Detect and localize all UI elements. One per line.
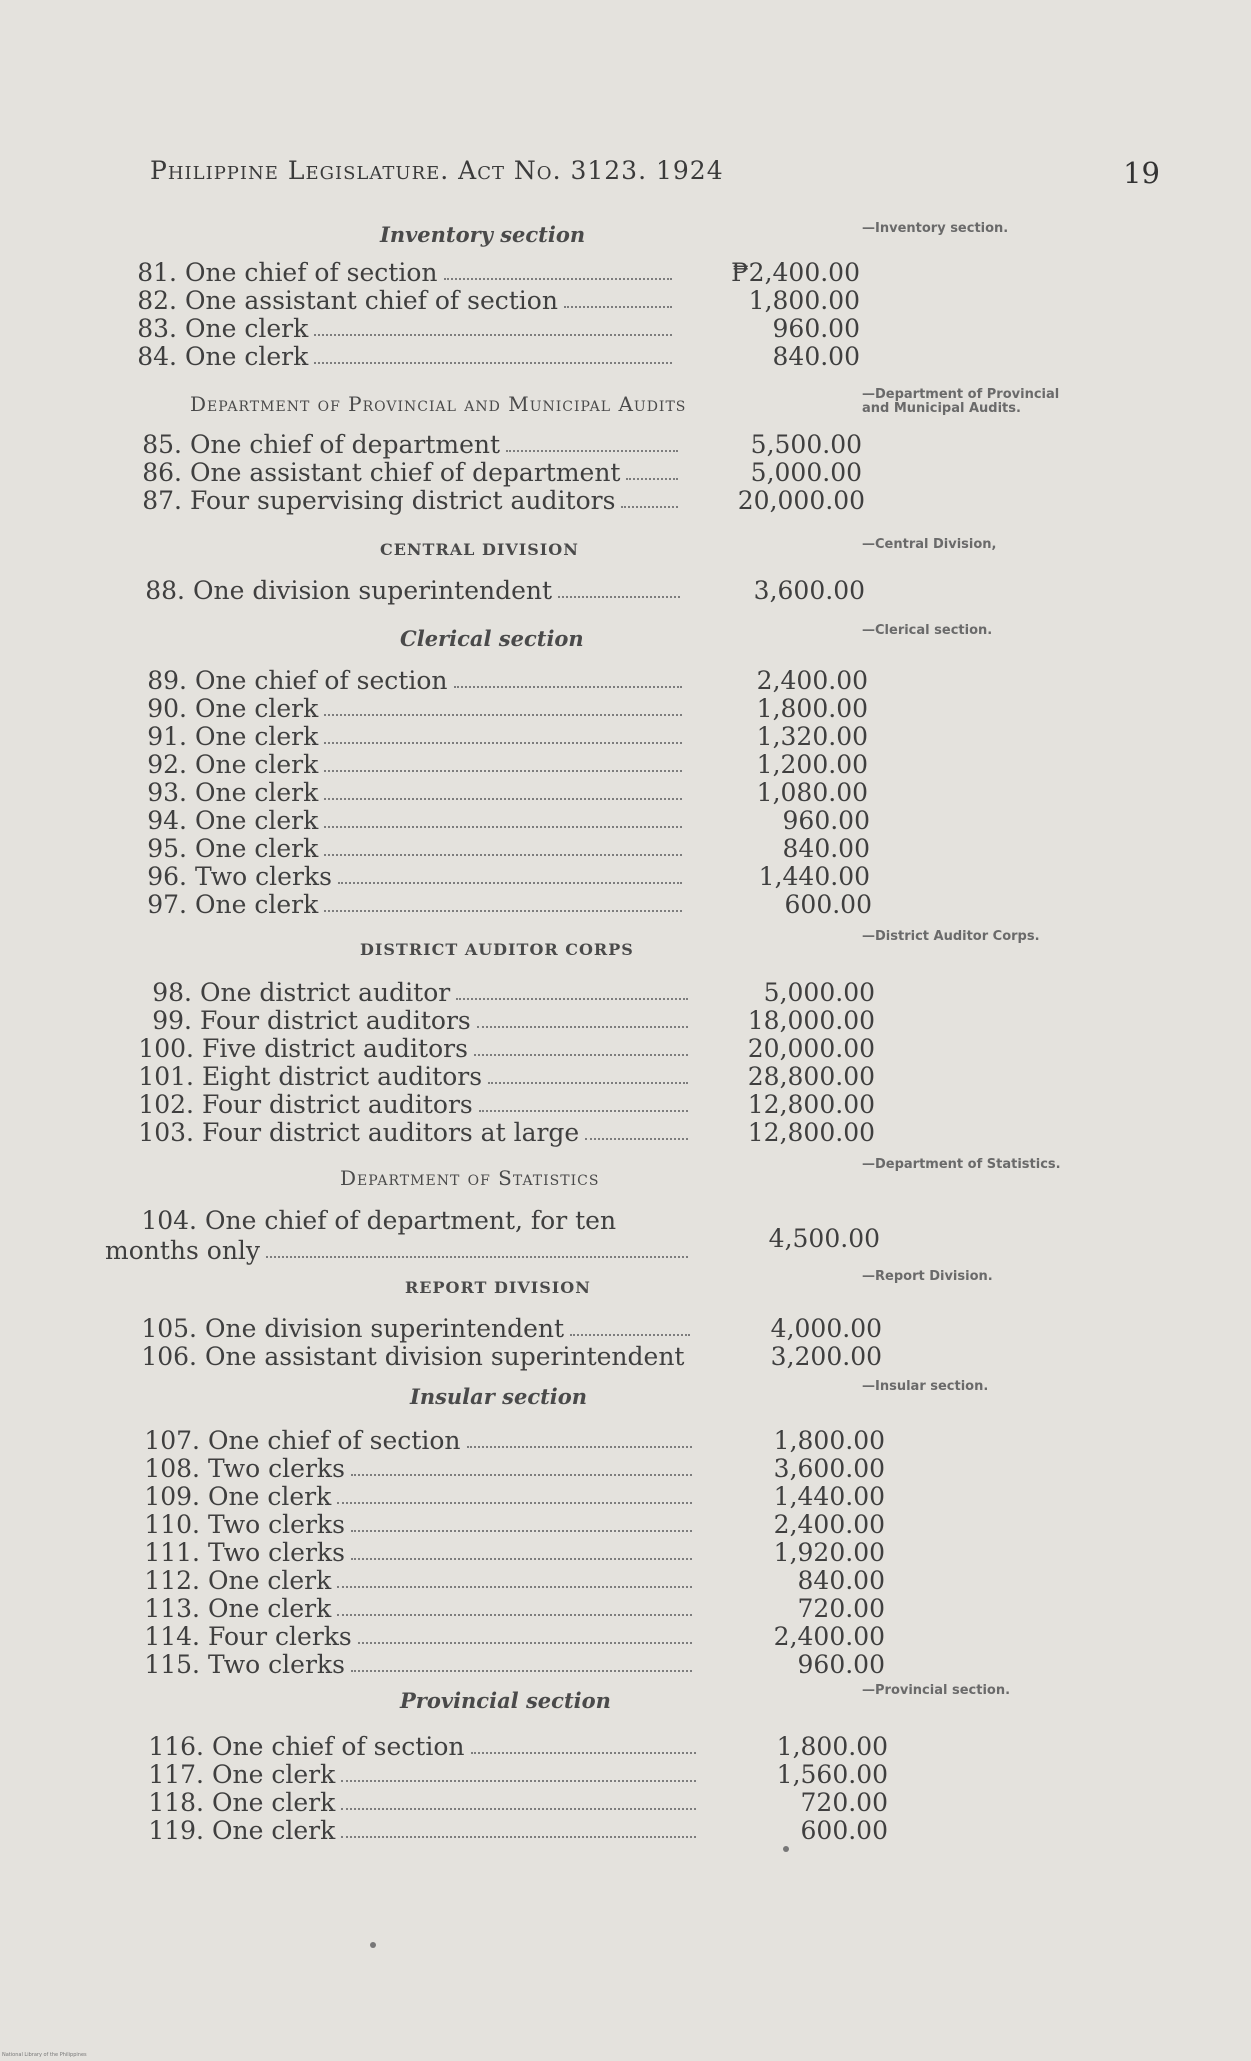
ink-speck	[370, 1942, 376, 1948]
item-amount: 18,000.00	[747, 1006, 875, 1035]
line-item	[147, 862, 870, 891]
line-item	[137, 314, 860, 343]
item-amount: 960.00	[797, 1650, 885, 1679]
line-item	[144, 1482, 885, 1511]
item-description: One clerk	[195, 806, 319, 835]
page-header	[150, 156, 1160, 196]
dot-leader	[454, 684, 682, 688]
line-item	[148, 1788, 888, 1817]
item-description: One assistant chief of department	[190, 458, 621, 487]
item-description: One clerk	[195, 750, 319, 779]
item-amount: 20,000.00	[747, 1034, 875, 1063]
item-number: 115.	[144, 1650, 200, 1679]
item-amount: 5,500.00	[750, 430, 862, 459]
item-description: One chief of section	[212, 1732, 465, 1761]
margin-note: —Provincial section.	[862, 1683, 1011, 1698]
item-description: One division superintendent	[193, 576, 553, 605]
dot-leader	[351, 1556, 692, 1560]
item-number: 83.	[137, 314, 177, 343]
ink-speck	[783, 1846, 789, 1852]
item-description: Two clerks	[208, 1538, 345, 1567]
dot-leader	[351, 1528, 692, 1532]
section-heading: CENTRAL DIVISION	[380, 540, 579, 559]
item-number: 117.	[148, 1760, 204, 1789]
dot-leader	[341, 1806, 696, 1810]
section-heading: Provincial section	[400, 1688, 611, 1713]
item-amount: 5,000.00	[763, 978, 875, 1007]
item-description: One assistant division superintendent	[205, 1342, 685, 1371]
scan-credit: National Library of the Philippines	[2, 2052, 87, 2058]
item-description: Four supervising district auditors	[190, 486, 616, 515]
item-number: 88.	[145, 576, 185, 605]
item-amount: 3,600.00	[773, 1454, 885, 1483]
line-item	[137, 342, 860, 371]
item-description: One chief of section	[185, 258, 438, 287]
dot-leader	[585, 1136, 688, 1140]
page-number: 19	[1123, 156, 1160, 190]
item-amount: 1,440.00	[758, 862, 870, 891]
line-item	[141, 1342, 882, 1371]
line-item	[148, 1816, 888, 1845]
item-amount: 960.00	[782, 806, 870, 835]
item-number: 99.	[152, 1006, 192, 1035]
item-number: 108.	[144, 1454, 200, 1483]
section-heading: Department of Provincial and Municipal Audits	[190, 392, 687, 416]
item-description: Four district auditors	[202, 1090, 473, 1119]
item-number: 101.	[138, 1062, 194, 1091]
line-item	[138, 1118, 875, 1147]
dot-leader	[324, 824, 682, 828]
item-number: 92.	[147, 750, 187, 779]
dot-leader	[479, 1108, 688, 1112]
section-heading: REPORT DIVISION	[405, 1278, 591, 1297]
item-number: 113.	[144, 1594, 200, 1623]
item-number: 91.	[147, 722, 187, 751]
dot-leader	[456, 996, 688, 1000]
line-item	[147, 694, 868, 723]
line-item	[138, 1090, 875, 1119]
margin-note: —Report Division.	[862, 1269, 993, 1284]
item-number: 95.	[147, 834, 187, 863]
item-number: 85.	[142, 430, 182, 459]
line-item	[148, 1732, 888, 1761]
dot-leader	[337, 1584, 692, 1588]
line-item	[147, 778, 868, 807]
item-amount: 3,600.00	[753, 576, 865, 605]
item-number: 116.	[148, 1732, 204, 1761]
item-amount: 1,800.00	[748, 286, 860, 315]
item-amount: 600.00	[784, 890, 872, 919]
item-number: 81.	[137, 258, 177, 287]
dot-leader	[351, 1668, 692, 1672]
item-number: 82.	[137, 286, 177, 315]
item-description: One clerk	[195, 694, 319, 723]
dot-leader	[474, 1052, 688, 1056]
item-description: One clerk	[195, 778, 319, 807]
dot-leader	[444, 276, 672, 280]
item-amount: 1,560.00	[776, 1760, 888, 1789]
item-description: Four district auditors	[200, 1006, 471, 1035]
item-description: One chief of section	[195, 666, 448, 695]
item-number: 109.	[144, 1482, 200, 1511]
item-number: 90.	[147, 694, 187, 723]
line-item	[142, 430, 862, 459]
item-amount: 28,800.00	[747, 1062, 875, 1091]
item-number: 98.	[152, 978, 192, 1007]
item-amount: 840.00	[782, 834, 870, 863]
item-number: 93.	[147, 778, 187, 807]
section-heading: Insular section	[410, 1384, 588, 1409]
dot-leader	[266, 1254, 688, 1258]
item-description: One chief of department	[190, 430, 501, 459]
item-description: One clerk	[185, 314, 309, 343]
item-amount: 1,320.00	[756, 722, 868, 751]
dot-leader	[471, 1750, 696, 1754]
dot-leader	[314, 360, 672, 364]
item-description: One clerk	[212, 1816, 336, 1845]
margin-note: —Department of Provincial and Municipal Audits.	[862, 387, 1060, 416]
line-item	[147, 722, 868, 751]
item-description: Two clerks	[208, 1454, 345, 1483]
item-description: Four clerks	[208, 1622, 352, 1651]
item-amount: 3,200.00	[770, 1342, 882, 1371]
line-item	[144, 1622, 885, 1651]
item-description: Two clerks	[195, 862, 332, 891]
item-number: 111.	[144, 1538, 200, 1567]
dot-leader	[341, 1778, 696, 1782]
dot-leader	[324, 852, 682, 856]
item-description: One chief of department, for ten	[205, 1206, 617, 1235]
line-item	[147, 750, 868, 779]
dot-leader	[558, 594, 680, 598]
line-item	[144, 1426, 885, 1455]
item-amount: 4,500.00	[768, 1224, 880, 1253]
line-item	[138, 1062, 875, 1091]
section-heading: Department of Statistics	[340, 1166, 600, 1190]
item-description: One assistant chief of section	[185, 286, 558, 315]
dot-leader	[324, 908, 682, 912]
dot-leader	[488, 1080, 688, 1084]
item-number: 87.	[142, 486, 182, 515]
margin-note: —Insular section.	[862, 1379, 989, 1394]
line-item	[147, 834, 870, 863]
item-description: One clerk	[185, 342, 309, 371]
line-item	[144, 1538, 885, 1567]
dot-leader	[324, 740, 682, 744]
item-description: One clerk	[195, 834, 319, 863]
item-amount: ₱2,400.00	[731, 258, 860, 287]
item-amount: 1,800.00	[756, 694, 868, 723]
line-item	[105, 1206, 880, 1265]
line-item	[147, 666, 868, 695]
item-amount: 5,000.00	[750, 458, 862, 487]
dot-leader	[351, 1472, 692, 1476]
item-number: 97.	[147, 890, 187, 919]
item-number: 102.	[138, 1090, 194, 1119]
line-item	[144, 1510, 885, 1539]
margin-note: —Clerical section.	[862, 623, 993, 638]
line-item	[148, 1760, 888, 1789]
margin-note: —Inventory section.	[862, 221, 1009, 236]
line-item	[152, 1006, 875, 1035]
item-number: 106.	[141, 1342, 197, 1371]
item-number: 107.	[144, 1426, 200, 1455]
item-description: Two clerks	[208, 1650, 345, 1679]
item-number: 114.	[144, 1622, 200, 1651]
item-description-continued: months only	[105, 1236, 261, 1265]
dot-leader	[358, 1640, 692, 1644]
item-number: 94.	[147, 806, 187, 835]
line-item	[144, 1594, 885, 1623]
item-amount: 720.00	[800, 1788, 888, 1817]
line-item	[152, 978, 875, 1007]
item-number: 86.	[142, 458, 182, 487]
item-amount: 20,000.00	[737, 486, 865, 515]
item-number: 119.	[148, 1816, 204, 1845]
dot-leader	[570, 1332, 690, 1336]
item-number: 110.	[144, 1510, 200, 1539]
dot-leader	[324, 768, 682, 772]
item-number: 96.	[147, 862, 187, 891]
item-number: 104.	[141, 1206, 197, 1235]
line-item	[147, 890, 872, 919]
dot-leader	[626, 476, 678, 480]
item-description: One chief of section	[208, 1426, 461, 1455]
item-description: One clerk	[208, 1566, 332, 1595]
item-amount: 12,800.00	[747, 1118, 875, 1147]
item-number: 112.	[144, 1566, 200, 1595]
dot-leader	[338, 880, 682, 884]
section-heading: Clerical section	[400, 626, 584, 651]
dot-leader	[467, 1444, 692, 1448]
running-head: Philippine Legislature. Act No. 3123. 1924	[150, 156, 724, 185]
item-amount: 600.00	[800, 1816, 888, 1845]
item-amount: 1,200.00	[756, 750, 868, 779]
item-description: Two clerks	[208, 1510, 345, 1539]
line-item	[145, 576, 865, 605]
item-number: 118.	[148, 1788, 204, 1817]
margin-note: —Central Division,	[862, 537, 997, 552]
line-item	[144, 1454, 885, 1483]
item-amount: 840.00	[772, 342, 860, 371]
dot-leader	[324, 712, 682, 716]
item-number: 100.	[138, 1034, 194, 1063]
item-amount: 1,800.00	[776, 1732, 888, 1761]
line-item	[147, 806, 870, 835]
item-amount: 720.00	[797, 1594, 885, 1623]
item-description: One clerk	[195, 722, 319, 751]
item-amount: 2,400.00	[773, 1510, 885, 1539]
dot-leader	[506, 448, 678, 452]
margin-note: —District Auditor Corps.	[862, 929, 1040, 944]
item-description: Eight district auditors	[202, 1062, 483, 1091]
margin-note: —Department of Statistics.	[862, 1157, 1061, 1172]
item-amount: 4,000.00	[770, 1314, 882, 1343]
item-description: One clerk	[195, 890, 319, 919]
item-amount: 1,440.00	[773, 1482, 885, 1511]
section-heading: DISTRICT AUDITOR CORPS	[360, 940, 634, 959]
dot-leader	[337, 1500, 692, 1504]
item-number: 84.	[137, 342, 177, 371]
item-description: One clerk	[208, 1482, 332, 1511]
item-description: One clerk	[212, 1788, 336, 1817]
item-amount: 2,400.00	[773, 1622, 885, 1651]
item-description: One clerk	[208, 1594, 332, 1623]
item-amount: 960.00	[772, 314, 860, 343]
item-amount: 12,800.00	[747, 1090, 875, 1119]
item-description: Five district auditors	[202, 1034, 468, 1063]
line-item	[137, 286, 860, 315]
dot-leader	[564, 304, 672, 308]
dot-leader	[341, 1834, 696, 1838]
item-number: 89.	[147, 666, 187, 695]
item-amount: 1,800.00	[773, 1426, 885, 1455]
dot-leader	[314, 332, 672, 336]
line-item	[137, 258, 860, 287]
item-amount: 2,400.00	[756, 666, 868, 695]
line-item	[142, 486, 865, 515]
item-amount: 1,920.00	[773, 1538, 885, 1567]
line-item	[142, 458, 862, 487]
dot-leader	[477, 1024, 688, 1028]
dot-leader	[621, 504, 678, 508]
item-description: Four district auditors at large	[202, 1118, 580, 1147]
item-number: 105.	[141, 1314, 197, 1343]
dot-leader	[337, 1612, 692, 1616]
section-heading: Inventory section	[380, 222, 586, 247]
item-description: One clerk	[212, 1760, 336, 1789]
line-item	[141, 1314, 882, 1343]
line-item	[138, 1034, 875, 1063]
item-number: 103.	[138, 1118, 194, 1147]
dot-leader	[324, 796, 682, 800]
line-item	[144, 1566, 885, 1595]
line-item	[144, 1650, 885, 1679]
item-description: One division superintendent	[205, 1314, 565, 1343]
item-amount: 840.00	[797, 1566, 885, 1595]
item-amount: 1,080.00	[756, 778, 868, 807]
item-description: One district auditor	[200, 978, 451, 1007]
